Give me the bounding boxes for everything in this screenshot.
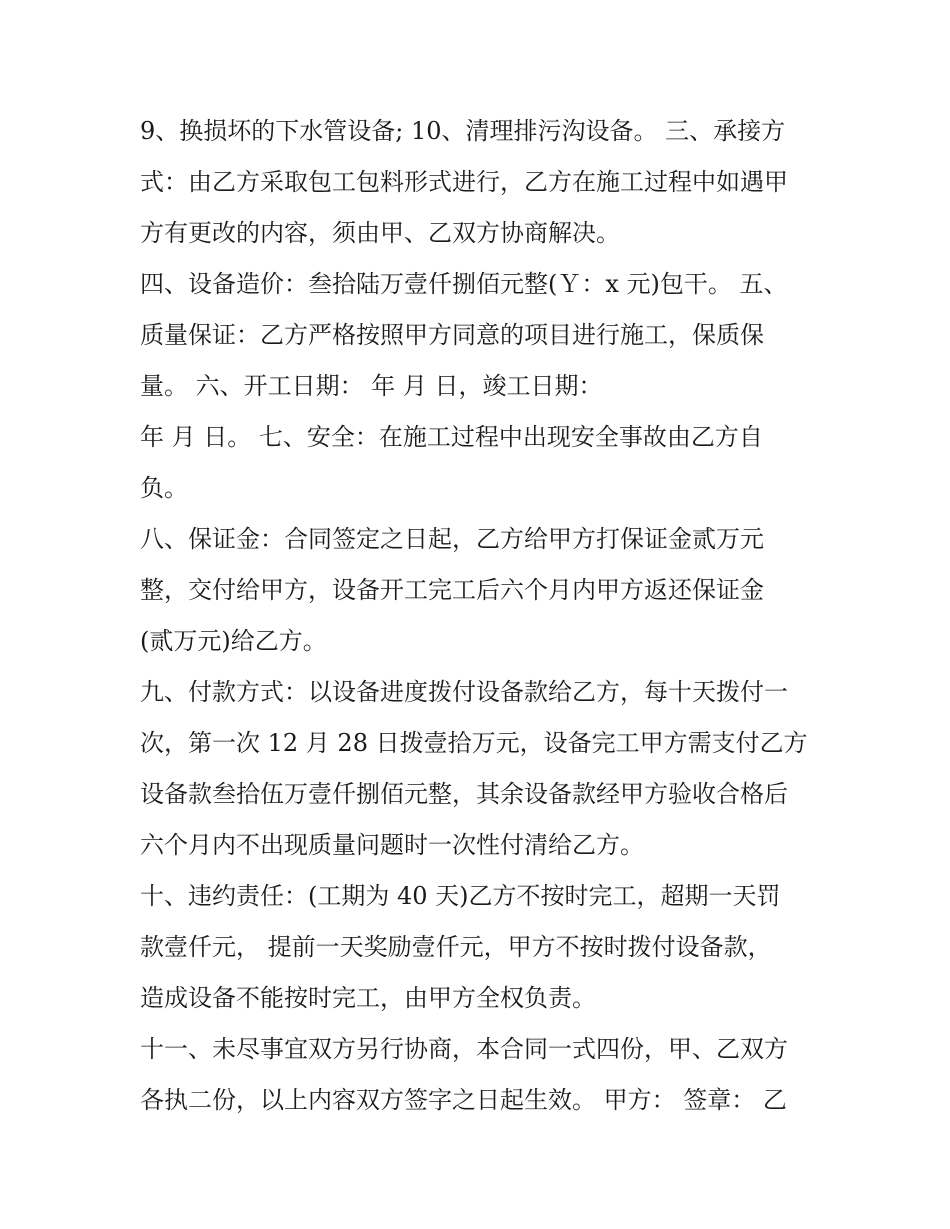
- text-line: 款壹仟元， 提前一天奖励壹仟元，甲方不按时拨付设备款，: [140, 933, 772, 961]
- text-line: 质量保证：乙方严格按照甲方同意的项目进行施工，保质保: [140, 321, 764, 349]
- text-line: 负。: [140, 474, 188, 502]
- text-line: 设备款叁拾伍万壹仟捌佰元整，其余设备款经甲方验收合格后: [140, 780, 788, 808]
- text-line: 六个月内不出现质量问题时一次性付清给乙方。: [140, 831, 644, 859]
- text-line: 量。 六、开工日期： 年 月 日，竣工日期：: [140, 372, 603, 400]
- text-line: 整，交付给甲方，设备开工完工后六个月内甲方返还保证金: [140, 576, 764, 604]
- text-line: 十、违约责任：(工期为 40 天)乙方不按时完工，超期一天罚: [140, 882, 781, 910]
- text-line: (贰万元)给乙方。: [140, 627, 327, 655]
- text-line: 方有更改的内容，须由甲、乙双方协商解决。: [140, 219, 620, 247]
- text-line: 八、保证金：合同签定之日起，乙方给甲方打保证金贰万元: [140, 525, 764, 553]
- text-line: 造成设备不能按时完工，由甲方全权负责。: [140, 984, 596, 1012]
- text-line: 9、换损坏的下水管设备; 10、清理排污沟设备。 三、承接方: [140, 117, 786, 145]
- text-line: 年 月 日。 七、安全：在施工过程中出现安全事故由乙方自: [140, 423, 763, 451]
- text-line: 式：由乙方采取包工包料形式进行，乙方在施工过程中如遇甲: [140, 168, 788, 196]
- text-line: 九、付款方式：以设备进度拨付设备款给乙方，每十天拨付一: [140, 678, 788, 706]
- text-line: 十一、未尽事宜双方另行协商，本合同一式四份，甲、乙双方: [140, 1035, 788, 1063]
- text-line: 次，第一次 12 月 28 日拨壹拾万元，设备完工甲方需支付乙方: [140, 729, 808, 757]
- text-line: 各执二份，以上内容双方签字之日起生效。 甲方： 签章： 乙: [140, 1086, 787, 1114]
- text-line: 四、设备造价：叁拾陆万壹仟捌佰元整(Ｙ：x 元)包干。 五、: [140, 270, 788, 298]
- contract-text: [140, 106, 820, 1126]
